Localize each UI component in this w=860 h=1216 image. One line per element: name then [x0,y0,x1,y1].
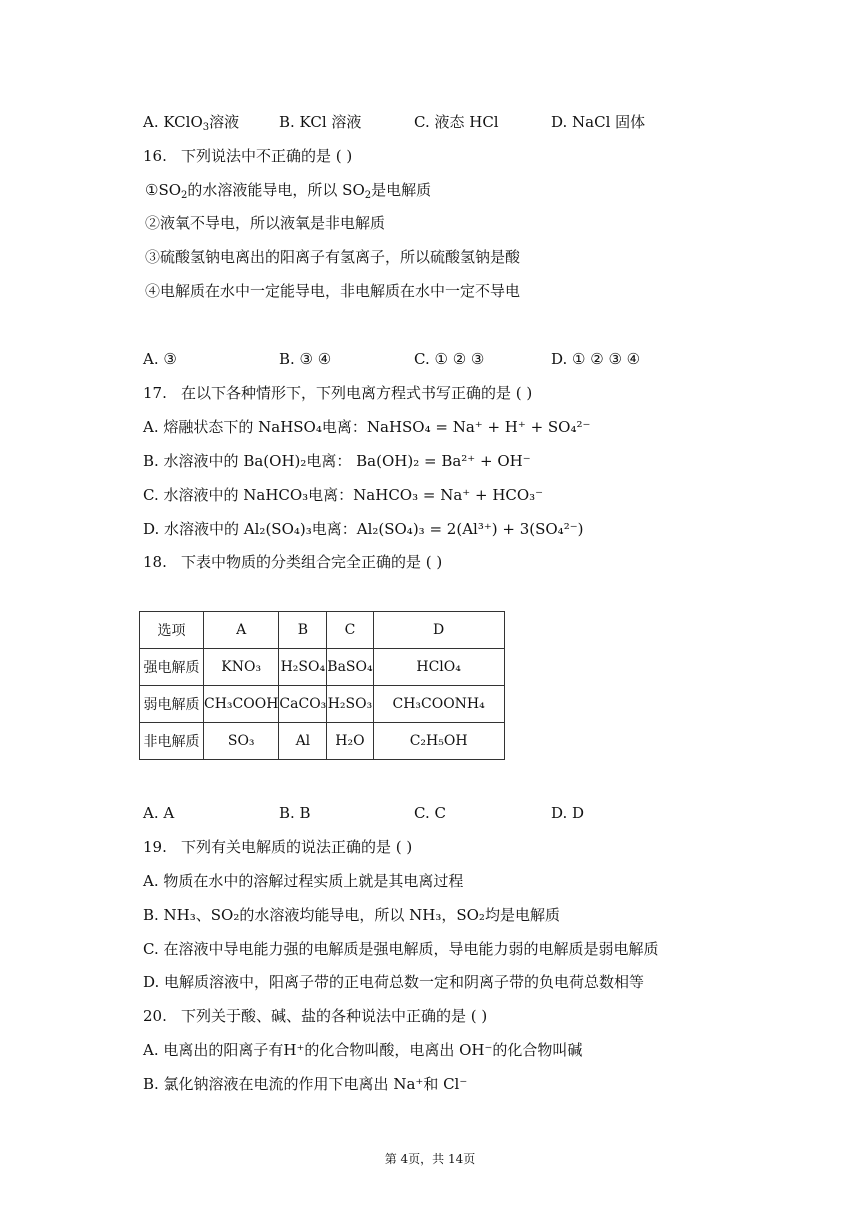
q16-option-b: B. ③ ④ [279,350,332,368]
table-header-row [140,612,505,649]
table-header-cell: C [327,612,373,649]
classification-table [139,611,505,760]
table-cell: BaSO₄ [327,649,373,686]
q16-option-a: A. ③ [143,350,177,368]
table-header-cell: A [204,612,279,649]
table-header-cell: D [373,612,504,649]
table-header-cell: B [279,612,327,649]
q16-statement-3: ③硫酸氢钠电离出的阳离子有氢离子，所以硫酸氢钠是酸 [145,248,521,266]
q17-stem: 17. 在以下各种情形下，下列电离方程式书写正确的是 ( ) [143,384,533,402]
q16-option-c: C. ① ② ③ [414,350,485,368]
q17-option-d: D. 水溶液中的 Al₂(SO₄)₃电离：Al₂(SO₄)₃ = 2(Al³⁺) + 3(SO₄²⁻) [143,520,584,538]
q16-option-d: D. ① ② ③ ④ [551,350,641,368]
table-row [140,723,505,760]
table-cell: C₂H₅OH [373,723,504,760]
q18-option-c: C. C [414,804,446,822]
q17-option-b: B. 水溶液中的 Ba(OH)₂电离： Ba(OH)₂ = Ba²⁺ + OH⁻ [143,452,531,470]
q18-option-b: B. B [279,804,311,822]
table-header-cell: 选项 [140,612,204,649]
q18-option-a: A. A [143,804,175,822]
q15-option-a: A. KClO$_3$溶液 [143,113,240,133]
q15-option-b: B. KCl 溶液 [279,113,362,131]
q20-option-b: B. 氯化钠溶液在电流的作用下电离出 Na⁺和 Cl⁻ [143,1075,468,1093]
table-cell: CH₃COONH₄ [373,686,504,723]
q17-option-c: C. 水溶液中的 NaHCO₃电离：NaHCO₃ = Na⁺ + HCO₃⁻ [143,486,544,504]
q20-option-a: A. 电离出的阳离子有H⁺的化合物叫酸，电离出 OH⁻的化合物叫碱 [143,1041,583,1059]
table-cell: H₂SO₄ [279,649,327,686]
q18-option-d: D. D [551,804,585,822]
table-cell: 强电解质 [140,649,204,686]
q16-statement-4: ④电解质在水中一定能导电，非电解质在水中一定不导电 [145,282,521,300]
table-cell: CaCO₃ [279,686,327,723]
table-row [140,649,505,686]
table-cell: 弱电解质 [140,686,204,723]
table-cell: HClO₄ [373,649,504,686]
q15-option-d: D. NaCl 固体 [551,113,646,131]
q16-statement-2: ②液氧不导电，所以液氧是非电解质 [145,214,386,232]
q19-option-a: A. 物质在水中的溶解过程实质上就是其电离过程 [143,872,464,890]
table-cell: Al [279,723,327,760]
q18-stem: 18. 下表中物质的分类组合完全正确的是 ( ) [143,553,443,571]
table-cell: KNO₃ [204,649,279,686]
q16-statement-1: $①SO_2$的水溶液能导电，所以 $SO_2$是电解质 [145,181,432,201]
page-footer: 第 4页，共 14页 [384,1152,476,1166]
q15-option-c: C. 液态 HCl [414,113,499,131]
q19-stem: 19. 下列有关电解质的说法正确的是 ( ) [143,838,413,856]
table-cell: 非电解质 [140,723,204,760]
q16-stem: 16. 下列说法中不正确的是 ( ) [143,147,353,165]
q17-option-a: A. 熔融状态下的 NaHSO₄电离：NaHSO₄ = Na⁺ + H⁺ + SO₄²⁻ [143,418,591,436]
q19-option-c: C. 在溶液中导电能力强的电解质是强电解质，导电能力弱的电解质是弱电解质 [143,940,659,958]
table-row [140,686,505,723]
table-cell: H₂SO₃ [327,686,373,723]
table-cell: SO₃ [204,723,279,760]
table-cell: CH₃COOH [204,686,279,723]
table-cell: H₂O [327,723,373,760]
q19-option-b: B. NH₃、SO₂的水溶液均能导电，所以 NH₃，SO₂均是电解质 [143,906,560,924]
q20-stem: 20. 下列关于酸、碱、盐的各种说法中正确的是 ( ) [143,1007,488,1025]
q19-option-d: D. 电解质溶液中，阳离子带的正电荷总数一定和阴离子带的负电荷总数相等 [143,973,645,991]
